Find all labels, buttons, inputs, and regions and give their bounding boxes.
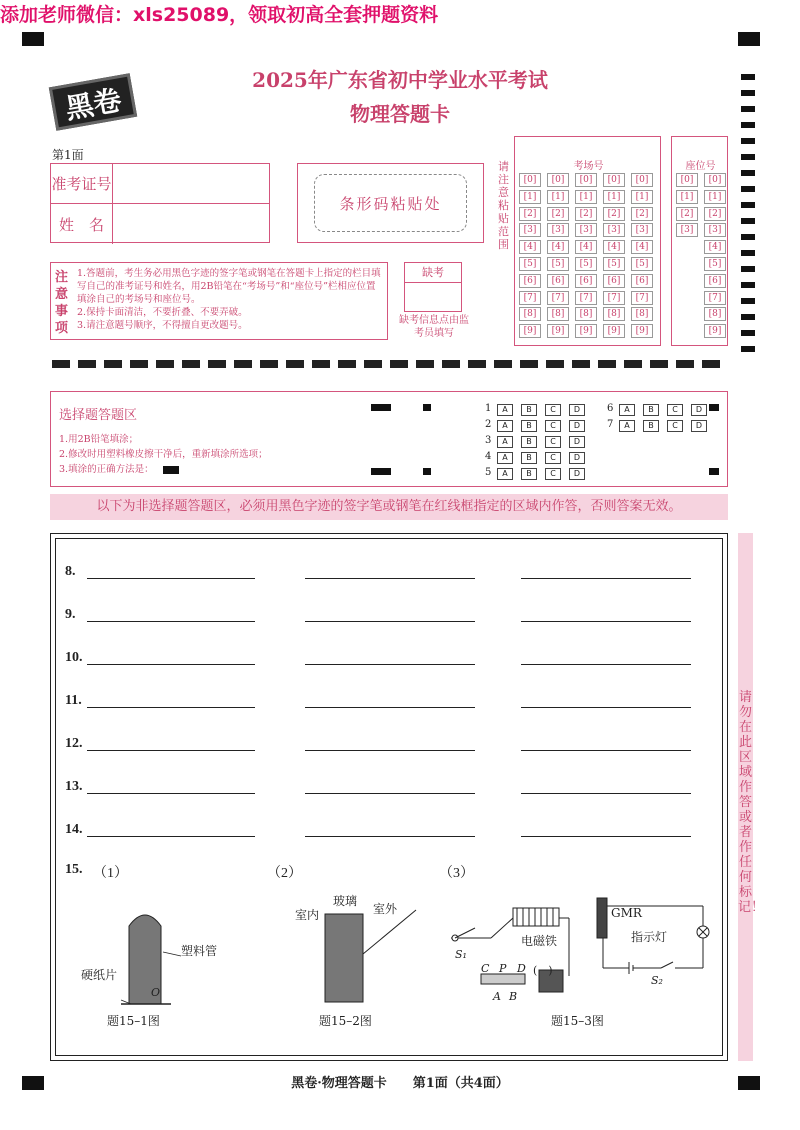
digit-bubble[interactable]: [8] (575, 307, 597, 321)
exam-no-field[interactable] (113, 164, 269, 203)
exam-title: 2025年广东省初中学业水平考试 (252, 68, 548, 92)
digit-bubble[interactable]: [1] (676, 190, 698, 204)
digit-bubble[interactable]: [9] (519, 324, 541, 338)
inside-label: 室内 (295, 908, 320, 922)
digit-bubble[interactable]: [1] (519, 190, 541, 204)
answer-line[interactable] (305, 578, 475, 579)
corner-marker (738, 32, 760, 46)
mcq-option-bubble[interactable]: A (497, 452, 513, 464)
answer-line[interactable] (87, 707, 255, 708)
mcq-option-bubble[interactable]: C (667, 404, 683, 416)
mcq-option-bubble[interactable]: A (497, 436, 513, 448)
digit-bubble[interactable]: [2] (519, 207, 541, 221)
digit-bubble[interactable]: [6] (704, 274, 726, 288)
fill-example (163, 466, 179, 474)
answer-line[interactable] (521, 664, 691, 665)
question-number: 14. (65, 822, 83, 837)
digit-bubble[interactable]: [6] (575, 274, 597, 288)
digit-bubble[interactable]: [7] (519, 291, 541, 305)
name-label: 姓 名 (51, 204, 113, 244)
question-number: 8. (65, 564, 76, 579)
d-label: D (517, 962, 526, 975)
lamp-label: 指示灯 (631, 930, 668, 944)
digit-bubble[interactable]: [5] (547, 257, 569, 271)
digit-bubble[interactable]: [0] (704, 173, 726, 187)
instruction-banner: 以下为非选择题答题区，必须用黑色字迹的签字笔或钢笔在红线框指定的区域内作答，否则答案无效。 (50, 494, 728, 520)
digit-bubble[interactable]: [1] (547, 190, 569, 204)
digit-bubble[interactable]: [8] (603, 307, 625, 321)
mcq-option-bubble[interactable]: C (545, 436, 561, 448)
answer-line[interactable] (305, 664, 475, 665)
a-label: A (493, 990, 501, 1003)
digit-bubble[interactable]: [0] (547, 173, 569, 187)
mcq-marker (423, 404, 431, 411)
exam-no-label: 准考证号 (51, 164, 113, 203)
mcq-option-bubble[interactable]: C (545, 452, 561, 464)
digit-bubble[interactable]: [2] (631, 207, 653, 221)
outside-label: 室外 (373, 902, 398, 916)
digit-bubble[interactable]: [6] (631, 274, 653, 288)
mcq-option-bubble[interactable]: D (569, 468, 585, 480)
digit-bubble[interactable]: [0] (676, 173, 698, 187)
digit-bubble[interactable]: [8] (631, 307, 653, 321)
mcq-option-bubble[interactable]: B (521, 404, 537, 416)
barcode-label: 条形码粘贴处 (314, 174, 467, 232)
digit-bubble[interactable]: [3] (547, 223, 569, 237)
digit-bubble[interactable]: [5] (603, 257, 625, 271)
question-number: 9. (65, 607, 76, 622)
digit-bubble[interactable]: [3] (519, 223, 541, 237)
p-label: P (499, 962, 507, 975)
brand-logo: 黑卷 (49, 73, 137, 131)
digit-bubble[interactable]: [4] (631, 240, 653, 254)
mcq-rule: 3.填涂的正确方法是： (59, 464, 154, 475)
watermark: 添加老师微信：xls25089，领取初高全套押题资料 (0, 4, 439, 26)
timing-mark (741, 282, 755, 288)
digit-bubble[interactable]: [7] (575, 291, 597, 305)
digit-bubble[interactable]: [9] (704, 324, 726, 338)
corner-marker (22, 32, 44, 46)
digit-bubble[interactable]: [9] (631, 324, 653, 338)
timing-mark (741, 154, 755, 160)
digit-bubble[interactable]: [5] (631, 257, 653, 271)
paren-label: ( ) (533, 964, 553, 977)
mcq-rule: 1.用2B铅笔填涂； (59, 434, 139, 445)
mcq-option-bubble[interactable]: A (619, 420, 635, 432)
timing-mark (741, 74, 755, 80)
mcq-option-bubble[interactable]: A (497, 404, 513, 416)
mcq-question-number: 3 (485, 435, 492, 446)
footer: 黑卷·物理答题卡 第1面（共4面） (291, 1076, 509, 1091)
digit-bubble[interactable]: [2] (547, 207, 569, 221)
digit-bubble[interactable]: [1] (603, 190, 625, 204)
digit-bubble[interactable]: [0] (575, 173, 597, 187)
answer-line[interactable] (521, 836, 691, 837)
answer-line[interactable] (305, 750, 475, 751)
mcq-option-bubble[interactable]: B (521, 420, 537, 432)
fig1-caption: 题15–1图 (107, 1014, 160, 1028)
digit-bubble[interactable]: [6] (519, 274, 541, 288)
digit-bubble[interactable]: [5] (519, 257, 541, 271)
glass-label: 玻璃 (333, 894, 358, 908)
figure-15-3 (441, 886, 721, 1006)
mcq-option-bubble[interactable]: A (497, 468, 513, 480)
mcq-option-bubble[interactable]: B (643, 404, 659, 416)
barcode-area (297, 163, 484, 243)
digit-bubble[interactable]: [2] (704, 207, 726, 221)
digit-bubble[interactable]: [1] (704, 190, 726, 204)
mcq-option-bubble[interactable]: B (521, 468, 537, 480)
mcq-marker (371, 404, 391, 411)
timing-mark (741, 298, 755, 304)
answer-line[interactable] (305, 793, 475, 794)
q15-part1: （1） (93, 866, 128, 881)
question-number: 12. (65, 736, 83, 751)
mcq-area (50, 391, 728, 487)
mcq-option-bubble[interactable]: B (643, 420, 659, 432)
notice-item: 2.保持卡面清洁，不要折叠、不要弄破。 (77, 307, 248, 318)
tube-label: 塑料管 (181, 944, 218, 958)
mcq-marker (371, 468, 391, 475)
digit-bubble[interactable]: [5] (575, 257, 597, 271)
digit-bubble[interactable]: [2] (603, 207, 625, 221)
mcq-rule: 2.修改时用塑料橡皮擦干净后，重新填涂所选项； (59, 449, 268, 460)
notice-item: 3.请注意题号顺序，不得擅自更改题号。 (77, 320, 248, 331)
q15-part2: （2） (267, 866, 302, 881)
mcq-option-bubble[interactable]: D (691, 404, 707, 416)
digit-bubble[interactable]: [6] (547, 274, 569, 288)
answer-line[interactable] (521, 621, 691, 622)
magnet-label: 电磁铁 (521, 934, 558, 948)
exam-room-grid[interactable] (514, 136, 661, 346)
answer-line[interactable] (305, 707, 475, 708)
mcq-option-bubble[interactable]: A (497, 420, 513, 432)
mcq-option-bubble[interactable]: D (569, 420, 585, 432)
dashed-separator (52, 360, 728, 368)
id-box (50, 163, 270, 243)
notice-box (50, 262, 388, 340)
mcq-option-bubble[interactable]: D (569, 436, 585, 448)
mcq-option-bubble[interactable]: C (667, 420, 683, 432)
page-label: 第1面 (52, 148, 84, 162)
answer-line[interactable] (305, 836, 475, 837)
exam-subtitle: 物理答题卡 (350, 102, 450, 126)
mcq-question-number: 7 (607, 419, 614, 430)
mcq-question-number: 1 (485, 403, 492, 414)
digit-bubble[interactable]: [4] (603, 240, 625, 254)
mcq-option-bubble[interactable]: A (619, 404, 635, 416)
digit-bubble[interactable]: [9] (547, 324, 569, 338)
exam-room-label: 考场号 (573, 161, 604, 172)
digit-bubble[interactable]: [1] (575, 190, 597, 204)
gmr-label: GMR (611, 906, 642, 920)
digit-bubble[interactable]: [4] (519, 240, 541, 254)
answer-line[interactable] (521, 750, 691, 751)
timing-mark (741, 186, 755, 192)
digit-bubble[interactable]: [3] (603, 223, 625, 237)
mcq-option-bubble[interactable]: D (691, 420, 707, 432)
digit-bubble[interactable]: [4] (704, 240, 726, 254)
digit-bubble[interactable]: [7] (631, 291, 653, 305)
digit-bubble[interactable]: [9] (603, 324, 625, 338)
point-o-label: O (151, 986, 161, 999)
mcq-option-bubble[interactable]: D (569, 404, 585, 416)
q15-part3: （3） (439, 866, 474, 881)
seat-label: 座位号 (685, 161, 716, 172)
timing-mark (741, 90, 755, 96)
answer-line[interactable] (521, 707, 691, 708)
absent-label: 缺考 (405, 263, 461, 283)
digit-bubble[interactable]: [8] (519, 307, 541, 321)
timing-mark (741, 106, 755, 112)
timing-mark (741, 346, 755, 352)
digit-bubble[interactable]: [3] (575, 223, 597, 237)
q15-number: 15. (65, 862, 83, 877)
side-warning: 请勿在此区域作答或者作任何标记！ (738, 690, 765, 915)
s1-label: S₁ (455, 948, 467, 961)
digit-bubble[interactable]: [0] (603, 173, 625, 187)
mcq-title: 选择题答题区 (59, 408, 138, 423)
digit-bubble[interactable]: [4] (547, 240, 569, 254)
digit-bubble[interactable]: [5] (704, 257, 726, 271)
digit-bubble[interactable]: [8] (704, 307, 726, 321)
card-label: 硬纸片 (81, 968, 118, 982)
answer-line[interactable] (87, 750, 255, 751)
digit-bubble[interactable]: [3] (631, 223, 653, 237)
digit-bubble[interactable]: [2] (676, 207, 698, 221)
digit-bubble[interactable]: [2] (575, 207, 597, 221)
digit-bubble[interactable]: [3] (676, 223, 698, 237)
mcq-option-bubble[interactable]: B (521, 452, 537, 464)
answer-area[interactable] (50, 533, 728, 1061)
digit-bubble[interactable]: [8] (547, 307, 569, 321)
mcq-option-bubble[interactable]: D (569, 452, 585, 464)
answer-line[interactable] (521, 578, 691, 579)
timing-mark (741, 234, 755, 240)
fig2-caption: 题15–2图 (319, 1014, 372, 1028)
notice-label: 注意事项 (55, 270, 69, 336)
digit-bubble[interactable]: [4] (575, 240, 597, 254)
mcq-marker (709, 404, 719, 411)
absent-note: 缺考信息点由监考员填写 (399, 315, 469, 339)
digit-bubble[interactable]: [6] (603, 274, 625, 288)
mcq-option-bubble[interactable]: C (545, 468, 561, 480)
name-field[interactable] (113, 204, 269, 244)
digit-bubble[interactable]: [1] (631, 190, 653, 204)
timing-mark (741, 202, 755, 208)
mcq-question-number: 5 (485, 467, 492, 478)
c-label: C (481, 962, 490, 975)
digit-bubble[interactable]: [7] (603, 291, 625, 305)
question-number: 13. (65, 779, 83, 794)
mcq-marker (423, 468, 431, 475)
answer-line[interactable] (87, 664, 255, 665)
answer-line[interactable] (521, 793, 691, 794)
s2-label: S₂ (651, 974, 663, 987)
answer-line[interactable] (305, 621, 475, 622)
digit-bubble[interactable]: [3] (704, 223, 726, 237)
timing-mark (741, 122, 755, 128)
mcq-option-bubble[interactable]: B (521, 436, 537, 448)
seat-grid[interactable] (671, 136, 728, 346)
answer-line[interactable] (87, 621, 255, 622)
timing-mark (741, 170, 755, 176)
mcq-question-number: 6 (607, 403, 614, 414)
digit-bubble[interactable]: [9] (575, 324, 597, 338)
digit-bubble[interactable]: [0] (519, 173, 541, 187)
mcq-question-number: 4 (485, 451, 492, 462)
digit-bubble[interactable]: [0] (631, 173, 653, 187)
question-number: 10. (65, 650, 83, 665)
answer-line[interactable] (87, 836, 255, 837)
timing-mark (741, 266, 755, 272)
digit-bubble[interactable]: [7] (704, 291, 726, 305)
timing-mark (741, 138, 755, 144)
mcq-question-number: 2 (485, 419, 492, 430)
absent-box[interactable] (404, 262, 462, 312)
timing-mark (741, 218, 755, 224)
mcq-option-bubble[interactable]: C (545, 420, 561, 432)
b-label: B (509, 990, 518, 1003)
mcq-marker (709, 468, 719, 475)
question-number: 11. (65, 693, 82, 708)
paste-note: 请注意粘贴范围 (498, 160, 509, 251)
fig3-caption: 题15–3图 (551, 1014, 604, 1028)
timing-mark (741, 314, 755, 320)
answer-line[interactable] (87, 793, 255, 794)
digit-bubble[interactable]: [7] (547, 291, 569, 305)
answer-line[interactable] (87, 578, 255, 579)
mcq-option-bubble[interactable]: C (545, 404, 561, 416)
timing-mark (741, 250, 755, 256)
timing-mark (741, 330, 755, 336)
notice-item: 1.答题前，考生务必用黑色字迹的签字笔或钢笔在答题卡上指定的栏目填写自己的准考证号和姓名，用2B铅笔在“考场号”和“座位号”栏相应位置填涂自己的考场号和座位号。 (77, 268, 381, 305)
